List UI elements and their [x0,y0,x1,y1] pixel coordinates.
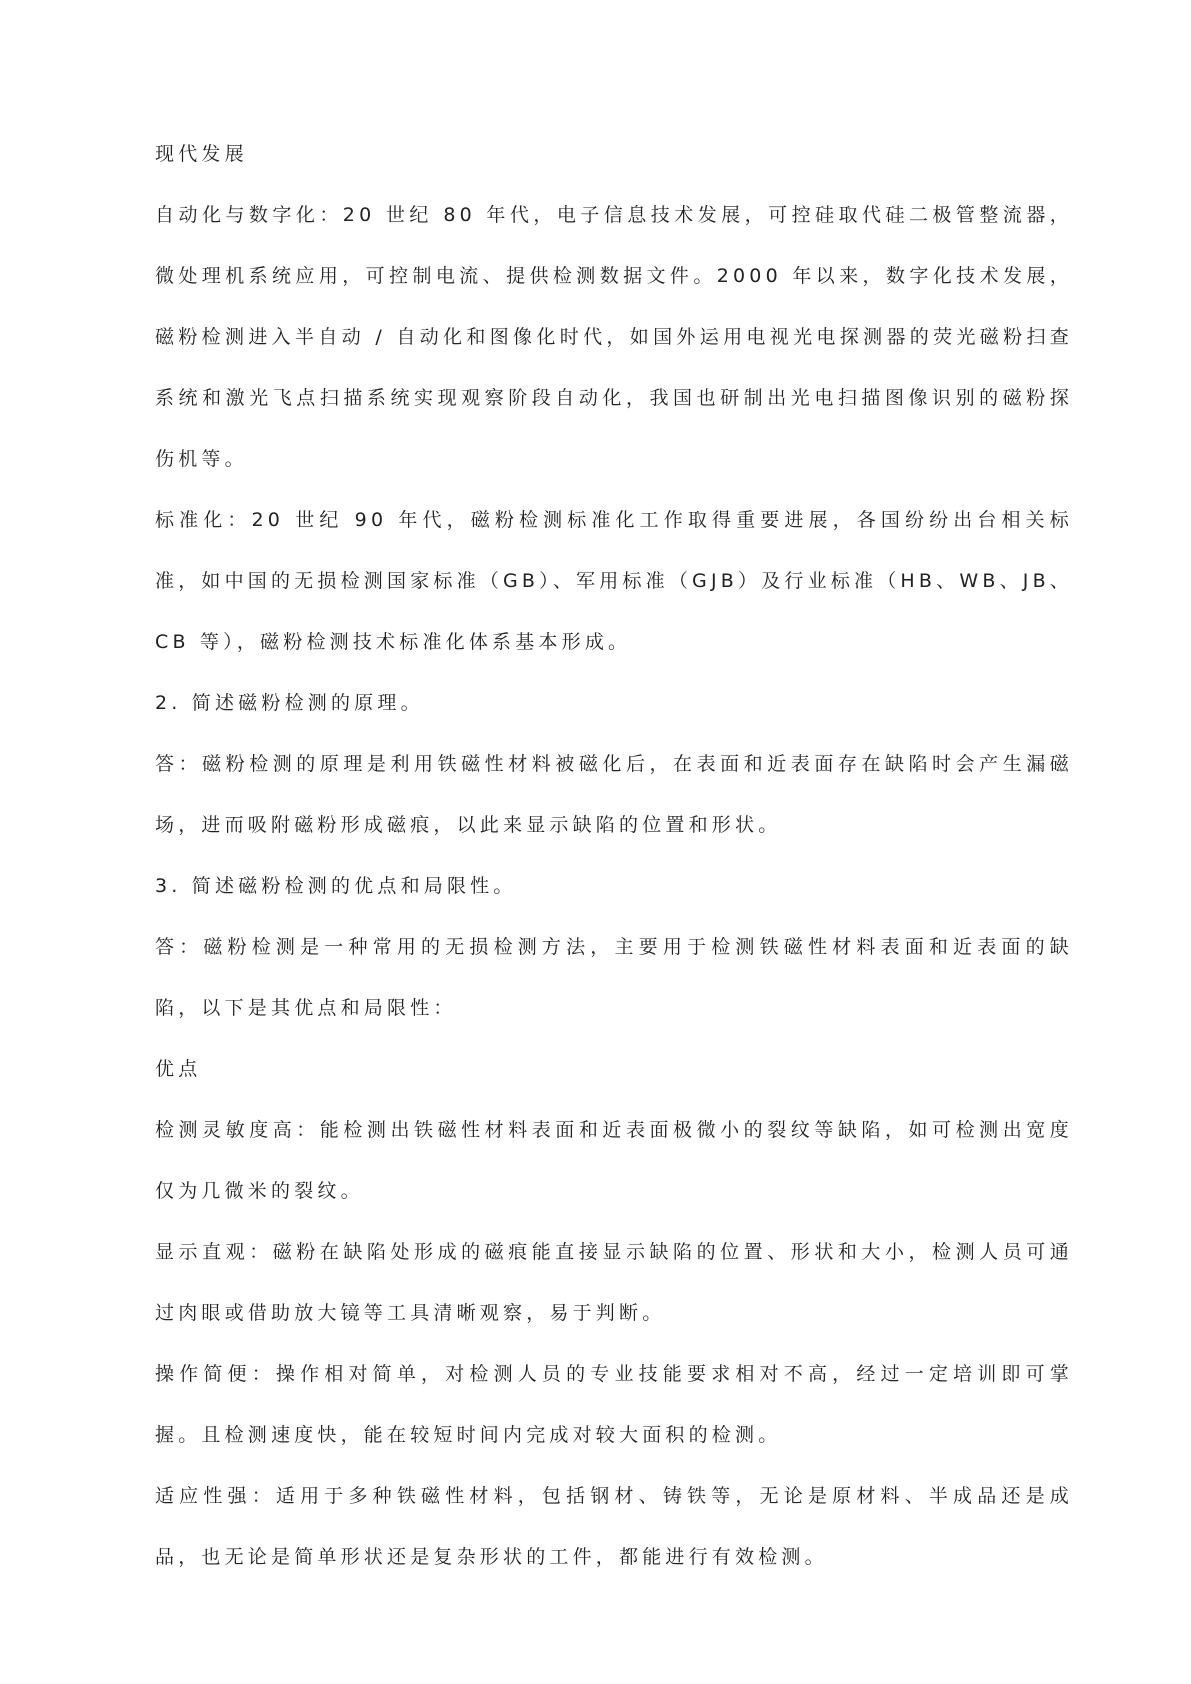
section-heading-advantages: 优点 [155,1058,202,1080]
answer-2: 答：磁粉检测的原理是利用铁磁性材料被磁化后，在表面和近表面存在缺陷时会产生漏磁场，进而吸附磁粉形成磁痕，以此来显示缺陷的位置和形状。 [155,753,1073,836]
answer-3-intro: 答：磁粉检测是一种常用的无损检测方法，主要用于检测铁磁性材料表面和近表面的缺陷，以下是其优点和局限性： [155,936,1073,1019]
advantage-adaptability: 适应性强：适用于多种铁磁性材料，包括钢材、铸铁等，无论是原材料、半成品还是成品，也无论是简单形状还是复杂形状的工件，都能进行有效检测。 [155,1485,1073,1568]
paragraph-standardization: 标准化：20 世纪 90 年代，磁粉检测标准化工作取得重要进展，各国纷纷出台相关标准，如中国的无损检测国家标准（GB）、军用标准（GJB）及行业标准（HB、WB、JB、CB 等），磁粉检测技术标准化体系基本形成。 [155,509,1074,653]
section-heading-modern-development: 现代发展 [155,143,248,165]
question-2: 2. 简述磁粉检测的原理。 [155,692,424,714]
advantage-high-sensitivity: 检测灵敏度高：能检测出铁磁性材料表面和近表面极微小的裂纹等缺陷，如可检测出宽度仅为几微米的裂纹。 [155,1119,1073,1202]
question-3: 3. 简述磁粉检测的优点和局限性。 [155,875,517,897]
advantage-intuitive-display: 显示直观：磁粉在缺陷处形成的磁痕能直接显示缺陷的位置、形状和大小，检测人员可通过肉眼或借助放大镜等工具清晰观察，易于判断。 [155,1241,1073,1324]
advantage-simple-operation: 操作简便：操作相对简单，对检测人员的专业技能要求相对不高，经过一定培训即可掌握。且检测速度快，能在较短时间内完成对较大面积的检测。 [155,1363,1073,1446]
document-page [155,124,1073,1588]
paragraph-automation-digitalization: 自动化与数字化：20 世纪 80 年代，电子信息技术发展，可控硅取代硅二极管整流器，微处理机系统应用，可控制电流、提供检测数据文件。2000 年以来，数字化技术发展，磁粉检测进入半自动 / 自动化和图像化时代，如国外运用电视光电探测器的荧光磁粉扫查系统和激光飞点扫描系统实现观察阶段自动化，我国也研制出光电扫描图像识别的磁粉探伤机等。 [155,204,1073,470]
